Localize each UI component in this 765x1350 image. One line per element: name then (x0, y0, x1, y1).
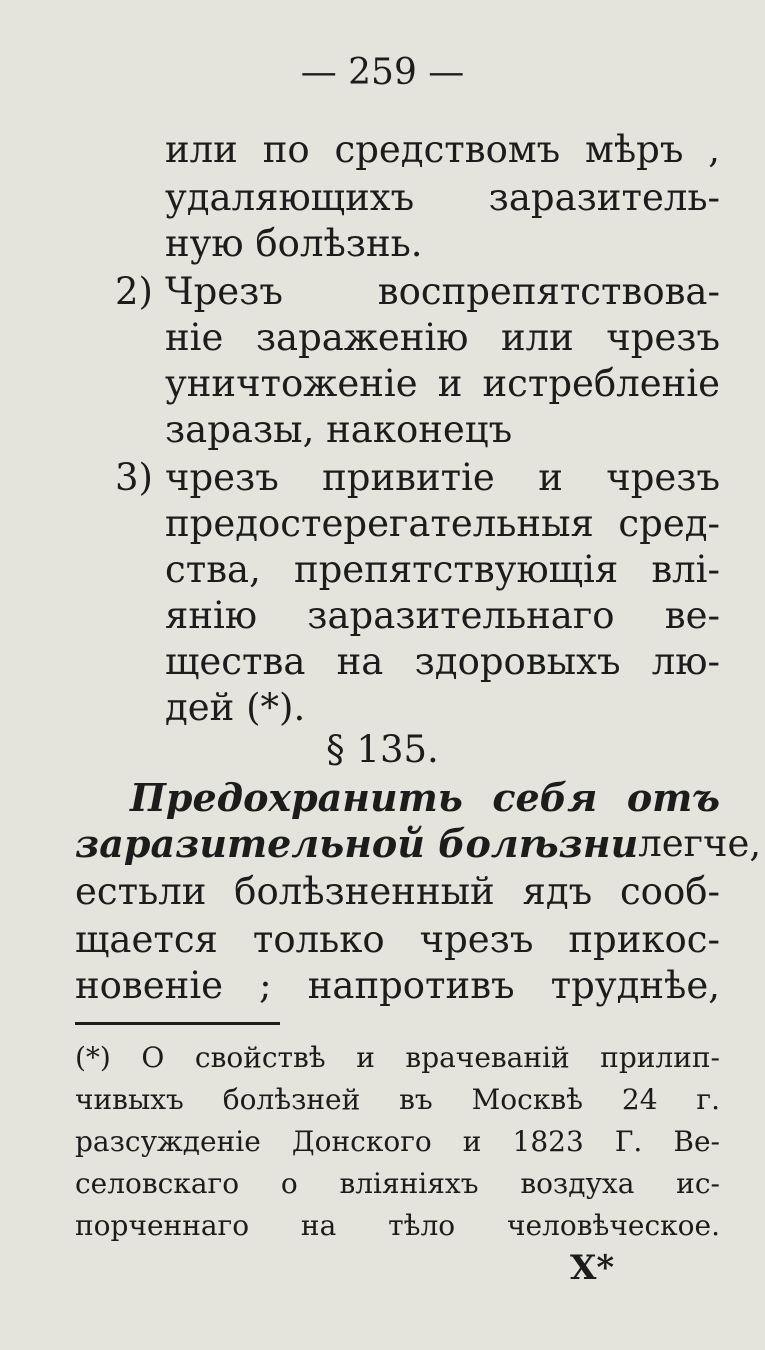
text-line (75, 821, 762, 866)
text-line: Чрезъ воспрепятствова- (165, 270, 720, 313)
italic-phrase: заразительной болѣзни (75, 821, 639, 866)
text-line: щества на здоровыхъ лю- (165, 640, 720, 683)
text-line: новеніе ; напротивъ труднѣе, (75, 964, 720, 1007)
text-line: предостерегательныя сред- (165, 502, 720, 545)
text-line: чрезъ привитіе и чрезъ (165, 456, 720, 499)
page-number: — 259 — (300, 52, 465, 93)
text-line: заразы, наконецъ (165, 408, 513, 451)
footnote-line: (*) О свойствѣ и врачеваній прилип- (75, 1041, 720, 1074)
text-line: или по средствомъ мѣръ , (165, 128, 720, 171)
footnote-line: селовскаго о вліяніяхъ воздуха ис- (75, 1167, 720, 1200)
list-number: 2) (115, 270, 153, 313)
text-line: ніе зараженію или чрезъ (165, 316, 720, 359)
text-line: естьли болѣзненный ядъ сооб- (75, 870, 720, 913)
text-line: удаляющихъ заразитель- (165, 176, 720, 219)
footnote-line: разсужденіе Донского и 1823 Г. Ве- (75, 1125, 720, 1158)
text-line: янію заразительнаго ве- (165, 594, 720, 637)
text-fragment: легче, (638, 822, 762, 865)
list-number: 3) (115, 456, 153, 499)
text-line: ства, препятствующія влі- (165, 548, 720, 591)
signature-mark: X* (570, 1248, 615, 1288)
footnote-rule (75, 1022, 280, 1025)
text-line: ную болѣзнь. (165, 222, 423, 265)
text-line: дей (*). (165, 686, 306, 729)
text-line: щается только чрезъ прикос- (75, 918, 720, 961)
italic-phrase: Предохранить себя отъ (130, 775, 720, 820)
footnote-line: порченнаго на тѣло человѣческое. (75, 1209, 720, 1242)
text-line: уничтоженіе и истребленіе (165, 362, 720, 405)
footnote-line: чивыхъ болѣзней въ Москвѣ 24 г. (75, 1083, 720, 1116)
section-heading: § 135. (326, 728, 439, 771)
